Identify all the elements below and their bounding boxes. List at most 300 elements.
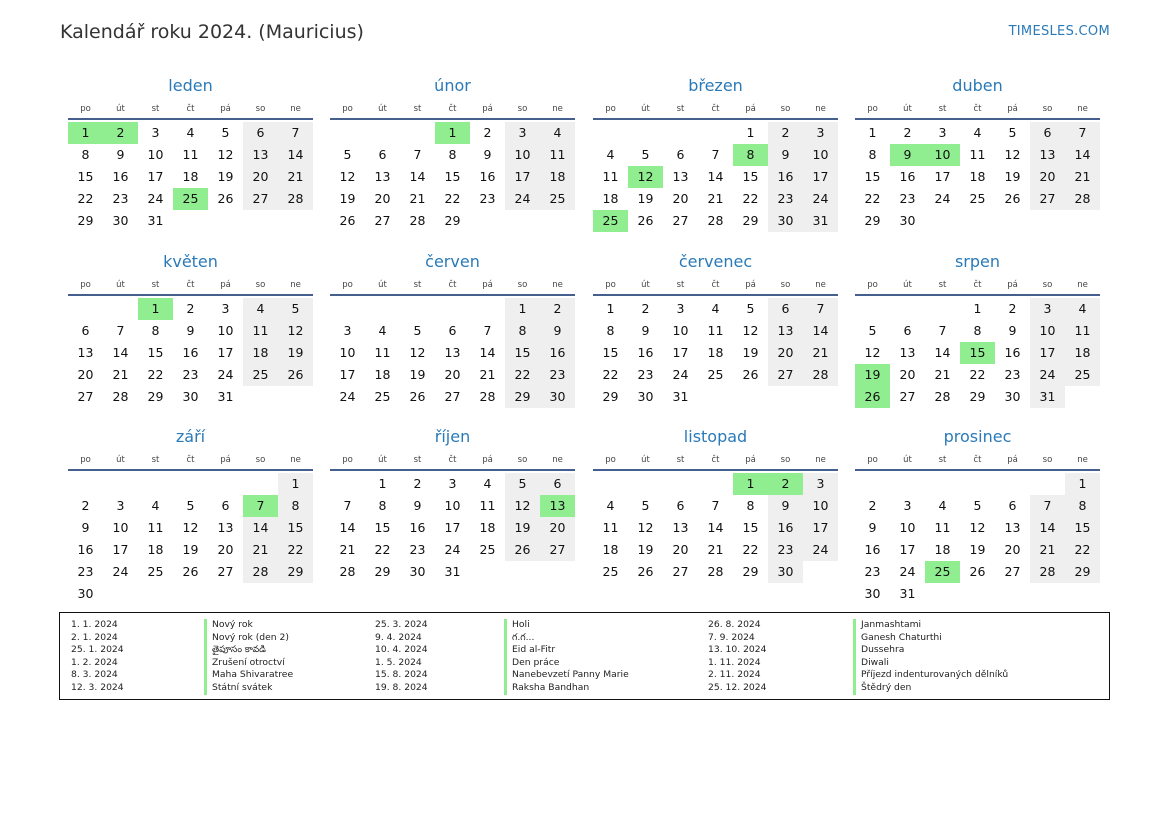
day-cell[interactable]: 11 <box>934 520 951 535</box>
day-cell[interactable]: 22 <box>1065 539 1100 561</box>
day-cell[interactable]: 8 <box>278 495 313 517</box>
day-cell[interactable]: 2 <box>186 301 195 316</box>
day-cell[interactable]: 15 <box>374 520 391 535</box>
day-cell[interactable]: 23 <box>1004 367 1021 382</box>
day-cell[interactable]: 27 <box>768 364 803 386</box>
day-cell[interactable]: 3 <box>448 476 457 491</box>
day-cell[interactable]: 14 <box>707 520 724 535</box>
holiday-day[interactable]: 10 <box>925 144 960 166</box>
day-cell[interactable]: 11 <box>182 147 199 162</box>
day-cell[interactable]: 19 <box>969 542 986 557</box>
day-cell[interactable]: 19 <box>742 345 759 360</box>
day-cell[interactable]: 14 <box>243 517 278 539</box>
day-cell[interactable]: 29 <box>278 561 313 583</box>
day-cell[interactable]: 9 <box>413 498 422 513</box>
day-cell[interactable]: 16 <box>112 169 129 184</box>
day-cell[interactable]: 17 <box>112 542 129 557</box>
day-cell[interactable]: 26 <box>969 564 986 579</box>
day-cell[interactable]: 14 <box>803 320 838 342</box>
day-cell[interactable]: 9 <box>483 147 492 162</box>
day-cell[interactable]: 11 <box>374 345 391 360</box>
day-cell[interactable]: 8 <box>81 147 90 162</box>
day-cell[interactable]: 8 <box>448 147 457 162</box>
day-cell[interactable]: 5 <box>641 147 650 162</box>
day-cell[interactable]: 13 <box>77 345 94 360</box>
day-cell[interactable]: 7 <box>1065 122 1100 144</box>
day-cell[interactable]: 12 <box>864 345 881 360</box>
day-cell[interactable]: 24 <box>803 188 838 210</box>
day-cell[interactable]: 8 <box>1065 495 1100 517</box>
day-cell[interactable]: 26 <box>409 389 426 404</box>
day-cell[interactable]: 22 <box>77 191 94 206</box>
day-cell[interactable]: 12 <box>339 169 356 184</box>
day-cell[interactable]: 21 <box>339 542 356 557</box>
day-cell[interactable]: 24 <box>1030 364 1065 386</box>
day-cell[interactable]: 9 <box>641 323 650 338</box>
day-cell[interactable]: 11 <box>479 498 496 513</box>
day-cell[interactable]: 16 <box>768 166 803 188</box>
day-cell[interactable]: 28 <box>479 389 496 404</box>
day-cell[interactable]: 4 <box>1065 298 1100 320</box>
day-cell[interactable]: 19 <box>182 542 199 557</box>
day-cell[interactable]: 2 <box>903 125 912 140</box>
day-cell[interactable]: 16 <box>899 169 916 184</box>
day-cell[interactable]: 23 <box>637 367 654 382</box>
day-cell[interactable]: 30 <box>540 386 575 408</box>
day-cell[interactable]: 12 <box>217 147 234 162</box>
holiday-day[interactable]: 8 <box>733 144 768 166</box>
day-cell[interactable]: 7 <box>483 323 492 338</box>
day-cell[interactable]: 7 <box>938 323 947 338</box>
day-cell[interactable]: 20 <box>899 367 916 382</box>
day-cell[interactable]: 30 <box>768 561 803 583</box>
holiday-day[interactable]: 19 <box>855 364 890 386</box>
day-cell[interactable]: 5 <box>413 323 422 338</box>
day-cell[interactable]: 6 <box>378 147 387 162</box>
day-cell[interactable]: 6 <box>448 323 457 338</box>
day-cell[interactable]: 14 <box>707 169 724 184</box>
day-cell[interactable]: 21 <box>479 367 496 382</box>
day-cell[interactable]: 21 <box>278 166 313 188</box>
day-cell[interactable]: 21 <box>1030 539 1065 561</box>
day-cell[interactable]: 19 <box>637 542 654 557</box>
day-cell[interactable]: 15 <box>278 517 313 539</box>
day-cell[interactable]: 11 <box>707 323 724 338</box>
day-cell[interactable]: 27 <box>672 213 689 228</box>
holiday-day[interactable]: 25 <box>173 188 208 210</box>
day-cell[interactable]: 3 <box>116 498 125 513</box>
day-cell[interactable]: 30 <box>768 210 803 232</box>
day-cell[interactable]: 6 <box>676 498 685 513</box>
day-cell[interactable]: 16 <box>409 520 426 535</box>
day-cell[interactable]: 22 <box>742 542 759 557</box>
day-cell[interactable]: 10 <box>803 144 838 166</box>
day-cell[interactable]: 25 <box>1065 364 1100 386</box>
day-cell[interactable]: 28 <box>112 389 129 404</box>
day-cell[interactable]: 19 <box>637 191 654 206</box>
holiday-day[interactable]: 1 <box>733 473 768 495</box>
day-cell[interactable]: 13 <box>672 169 689 184</box>
day-cell[interactable]: 28 <box>1065 188 1100 210</box>
day-cell[interactable]: 11 <box>147 520 164 535</box>
day-cell[interactable]: 6 <box>81 323 90 338</box>
day-cell[interactable]: 21 <box>409 191 426 206</box>
day-cell[interactable]: 5 <box>221 125 230 140</box>
day-cell[interactable]: 18 <box>374 367 391 382</box>
day-cell[interactable]: 3 <box>803 122 838 144</box>
day-cell[interactable]: 7 <box>711 498 720 513</box>
day-cell[interactable]: 20 <box>672 542 689 557</box>
site-link[interactable]: TIMESLES.COM <box>1008 24 1110 39</box>
day-cell[interactable]: 7 <box>278 122 313 144</box>
holiday-day[interactable]: 2 <box>103 122 138 144</box>
day-cell[interactable]: 5 <box>746 301 755 316</box>
day-cell[interactable]: 4 <box>186 125 195 140</box>
day-cell[interactable]: 6 <box>540 473 575 495</box>
day-cell[interactable]: 18 <box>602 542 619 557</box>
day-cell[interactable]: 27 <box>1030 188 1065 210</box>
day-cell[interactable]: 9 <box>868 520 877 535</box>
holiday-day[interactable]: 1 <box>138 298 173 320</box>
day-cell[interactable]: 20 <box>1030 166 1065 188</box>
day-cell[interactable]: 26 <box>339 213 356 228</box>
day-cell[interactable]: 16 <box>479 169 496 184</box>
day-cell[interactable]: 13 <box>243 144 278 166</box>
day-cell[interactable]: 17 <box>1030 342 1065 364</box>
day-cell[interactable]: 20 <box>444 367 461 382</box>
day-cell[interactable]: 18 <box>707 345 724 360</box>
day-cell[interactable]: 4 <box>540 122 575 144</box>
day-cell[interactable]: 29 <box>864 213 881 228</box>
day-cell[interactable]: 5 <box>868 323 877 338</box>
day-cell[interactable]: 29 <box>742 564 759 579</box>
holiday-day[interactable]: 12 <box>628 166 663 188</box>
day-cell[interactable]: 23 <box>864 564 881 579</box>
day-cell[interactable]: 16 <box>540 342 575 364</box>
day-cell[interactable]: 31 <box>899 586 916 601</box>
day-cell[interactable]: 22 <box>444 191 461 206</box>
day-cell[interactable]: 16 <box>768 517 803 539</box>
day-cell[interactable]: 11 <box>540 144 575 166</box>
day-cell[interactable]: 24 <box>934 191 951 206</box>
day-cell[interactable]: 5 <box>343 147 352 162</box>
day-cell[interactable]: 24 <box>217 367 234 382</box>
day-cell[interactable]: 19 <box>217 169 234 184</box>
day-cell[interactable]: 27 <box>540 539 575 561</box>
day-cell[interactable]: 3 <box>803 473 838 495</box>
day-cell[interactable]: 1 <box>973 301 982 316</box>
day-cell[interactable]: 23 <box>479 191 496 206</box>
day-cell[interactable]: 4 <box>606 147 615 162</box>
day-cell[interactable]: 17 <box>505 166 540 188</box>
day-cell[interactable]: 13 <box>1030 144 1065 166</box>
day-cell[interactable]: 21 <box>934 367 951 382</box>
holiday-day[interactable]: 13 <box>540 495 575 517</box>
day-cell[interactable]: 6 <box>243 122 278 144</box>
day-cell[interactable]: 12 <box>278 320 313 342</box>
day-cell[interactable]: 20 <box>672 191 689 206</box>
day-cell[interactable]: 29 <box>969 389 986 404</box>
day-cell[interactable]: 5 <box>278 298 313 320</box>
day-cell[interactable]: 25 <box>707 367 724 382</box>
day-cell[interactable]: 26 <box>1004 191 1021 206</box>
day-cell[interactable]: 10 <box>112 520 129 535</box>
day-cell[interactable]: 31 <box>1030 386 1065 408</box>
day-cell[interactable]: 13 <box>374 169 391 184</box>
day-cell[interactable]: 13 <box>217 520 234 535</box>
day-cell[interactable]: 11 <box>602 520 619 535</box>
day-cell[interactable]: 23 <box>77 564 94 579</box>
day-cell[interactable]: 30 <box>864 586 881 601</box>
day-cell[interactable]: 2 <box>768 122 803 144</box>
day-cell[interactable]: 6 <box>1008 498 1017 513</box>
day-cell[interactable]: 29 <box>742 213 759 228</box>
day-cell[interactable]: 17 <box>147 169 164 184</box>
day-cell[interactable]: 7 <box>711 147 720 162</box>
day-cell[interactable]: 13 <box>768 320 803 342</box>
day-cell[interactable]: 28 <box>707 564 724 579</box>
day-cell[interactable]: 3 <box>343 323 352 338</box>
day-cell[interactable]: 24 <box>505 188 540 210</box>
day-cell[interactable]: 14 <box>278 144 313 166</box>
day-cell[interactable]: 18 <box>182 169 199 184</box>
day-cell[interactable]: 10 <box>147 147 164 162</box>
day-cell[interactable]: 26 <box>278 364 313 386</box>
day-cell[interactable]: 3 <box>676 301 685 316</box>
day-cell[interactable]: 12 <box>1004 147 1021 162</box>
day-cell[interactable]: 24 <box>444 542 461 557</box>
day-cell[interactable]: 16 <box>864 542 881 557</box>
day-cell[interactable]: 14 <box>934 345 951 360</box>
holiday-day[interactable]: 9 <box>890 144 925 166</box>
day-cell[interactable]: 25 <box>374 389 391 404</box>
day-cell[interactable]: 1 <box>868 125 877 140</box>
day-cell[interactable]: 27 <box>672 564 689 579</box>
day-cell[interactable]: 8 <box>505 320 540 342</box>
day-cell[interactable]: 29 <box>147 389 164 404</box>
day-cell[interactable]: 30 <box>899 213 916 228</box>
day-cell[interactable]: 2 <box>641 301 650 316</box>
day-cell[interactable]: 8 <box>973 323 982 338</box>
day-cell[interactable]: 16 <box>182 345 199 360</box>
day-cell[interactable]: 28 <box>803 364 838 386</box>
day-cell[interactable]: 2 <box>540 298 575 320</box>
day-cell[interactable]: 14 <box>112 345 129 360</box>
day-cell[interactable]: 10 <box>1030 320 1065 342</box>
day-cell[interactable]: 10 <box>899 520 916 535</box>
day-cell[interactable]: 18 <box>969 169 986 184</box>
day-cell[interactable]: 11 <box>1065 320 1100 342</box>
day-cell[interactable]: 1 <box>1065 473 1100 495</box>
day-cell[interactable]: 10 <box>672 323 689 338</box>
day-cell[interactable]: 15 <box>742 169 759 184</box>
day-cell[interactable]: 15 <box>602 345 619 360</box>
day-cell[interactable]: 25 <box>479 542 496 557</box>
day-cell[interactable]: 16 <box>1004 345 1021 360</box>
day-cell[interactable]: 14 <box>1030 517 1065 539</box>
day-cell[interactable]: 20 <box>243 166 278 188</box>
day-cell[interactable]: 14 <box>339 520 356 535</box>
day-cell[interactable]: 17 <box>899 542 916 557</box>
day-cell[interactable]: 25 <box>147 564 164 579</box>
day-cell[interactable]: 5 <box>641 498 650 513</box>
day-cell[interactable]: 4 <box>151 498 160 513</box>
day-cell[interactable]: 12 <box>637 520 654 535</box>
day-cell[interactable]: 14 <box>409 169 426 184</box>
day-cell[interactable]: 27 <box>77 389 94 404</box>
day-cell[interactable]: 31 <box>803 210 838 232</box>
day-cell[interactable]: 12 <box>969 520 986 535</box>
day-cell[interactable]: 31 <box>444 564 461 579</box>
day-cell[interactable]: 24 <box>112 564 129 579</box>
day-cell[interactable]: 2 <box>868 498 877 513</box>
day-cell[interactable]: 27 <box>217 564 234 579</box>
day-cell[interactable]: 24 <box>899 564 916 579</box>
day-cell[interactable]: 18 <box>1065 342 1100 364</box>
day-cell[interactable]: 9 <box>186 323 195 338</box>
day-cell[interactable]: 22 <box>864 191 881 206</box>
day-cell[interactable]: 13 <box>444 345 461 360</box>
day-cell[interactable]: 30 <box>409 564 426 579</box>
day-cell[interactable]: 1 <box>278 473 313 495</box>
day-cell[interactable]: 8 <box>151 323 160 338</box>
day-cell[interactable]: 18 <box>934 542 951 557</box>
day-cell[interactable]: 3 <box>151 125 160 140</box>
day-cell[interactable]: 29 <box>444 213 461 228</box>
day-cell[interactable]: 31 <box>672 389 689 404</box>
day-cell[interactable]: 9 <box>1008 323 1017 338</box>
day-cell[interactable]: 12 <box>182 520 199 535</box>
day-cell[interactable]: 26 <box>505 539 540 561</box>
day-cell[interactable]: 28 <box>339 564 356 579</box>
day-cell[interactable]: 1 <box>746 125 755 140</box>
day-cell[interactable]: 26 <box>637 213 654 228</box>
day-cell[interactable]: 9 <box>81 520 90 535</box>
day-cell[interactable]: 7 <box>413 147 422 162</box>
day-cell[interactable]: 23 <box>768 188 803 210</box>
day-cell[interactable]: 27 <box>1004 564 1021 579</box>
day-cell[interactable]: 4 <box>938 498 947 513</box>
day-cell[interactable]: 7 <box>343 498 352 513</box>
day-cell[interactable]: 3 <box>1030 298 1065 320</box>
day-cell[interactable]: 27 <box>899 389 916 404</box>
day-cell[interactable]: 2 <box>1008 301 1017 316</box>
day-cell[interactable]: 29 <box>1065 561 1100 583</box>
day-cell[interactable]: 21 <box>707 191 724 206</box>
day-cell[interactable]: 20 <box>1004 542 1021 557</box>
day-cell[interactable]: 1 <box>505 298 540 320</box>
day-cell[interactable]: 6 <box>768 298 803 320</box>
day-cell[interactable]: 10 <box>339 345 356 360</box>
day-cell[interactable]: 4 <box>606 498 615 513</box>
day-cell[interactable]: 28 <box>278 188 313 210</box>
day-cell[interactable]: 8 <box>606 323 615 338</box>
holiday-day[interactable]: 1 <box>68 122 103 144</box>
day-cell[interactable]: 19 <box>1004 169 1021 184</box>
holiday-day[interactable]: 25 <box>925 561 960 583</box>
day-cell[interactable]: 7 <box>1030 495 1065 517</box>
day-cell[interactable]: 15 <box>147 345 164 360</box>
day-cell[interactable]: 30 <box>637 389 654 404</box>
day-cell[interactable]: 22 <box>602 367 619 382</box>
day-cell[interactable]: 23 <box>182 367 199 382</box>
day-cell[interactable]: 22 <box>969 367 986 382</box>
holiday-day[interactable]: 25 <box>593 210 628 232</box>
day-cell[interactable]: 16 <box>637 345 654 360</box>
day-cell[interactable]: 30 <box>182 389 199 404</box>
day-cell[interactable]: 19 <box>278 342 313 364</box>
day-cell[interactable]: 25 <box>540 188 575 210</box>
day-cell[interactable]: 21 <box>1065 166 1100 188</box>
day-cell[interactable]: 15 <box>505 342 540 364</box>
holiday-day[interactable]: 7 <box>243 495 278 517</box>
day-cell[interactable]: 2 <box>483 125 492 140</box>
day-cell[interactable]: 25 <box>602 564 619 579</box>
day-cell[interactable]: 3 <box>938 125 947 140</box>
day-cell[interactable]: 24 <box>672 367 689 382</box>
day-cell[interactable]: 30 <box>1004 389 1021 404</box>
day-cell[interactable]: 20 <box>540 517 575 539</box>
day-cell[interactable]: 28 <box>934 389 951 404</box>
day-cell[interactable]: 23 <box>768 539 803 561</box>
day-cell[interactable]: 13 <box>672 520 689 535</box>
day-cell[interactable]: 15 <box>1065 517 1100 539</box>
day-cell[interactable]: 8 <box>746 498 755 513</box>
day-cell[interactable]: 14 <box>1065 144 1100 166</box>
day-cell[interactable]: 17 <box>339 367 356 382</box>
day-cell[interactable]: 15 <box>444 169 461 184</box>
day-cell[interactable]: 26 <box>217 191 234 206</box>
day-cell[interactable]: 26 <box>637 564 654 579</box>
day-cell[interactable]: 26 <box>182 564 199 579</box>
day-cell[interactable]: 12 <box>742 323 759 338</box>
day-cell[interactable]: 27 <box>243 188 278 210</box>
day-cell[interactable]: 4 <box>711 301 720 316</box>
day-cell[interactable]: 4 <box>243 298 278 320</box>
day-cell[interactable]: 5 <box>973 498 982 513</box>
day-cell[interactable]: 10 <box>803 495 838 517</box>
day-cell[interactable]: 20 <box>768 342 803 364</box>
day-cell[interactable]: 30 <box>112 213 129 228</box>
day-cell[interactable]: 7 <box>116 323 125 338</box>
day-cell[interactable]: 30 <box>77 586 94 601</box>
day-cell[interactable]: 19 <box>505 517 540 539</box>
day-cell[interactable]: 1 <box>606 301 615 316</box>
day-cell[interactable]: 9 <box>768 144 803 166</box>
day-cell[interactable]: 13 <box>899 345 916 360</box>
day-cell[interactable]: 6 <box>676 147 685 162</box>
day-cell[interactable]: 17 <box>934 169 951 184</box>
day-cell[interactable]: 5 <box>186 498 195 513</box>
holiday-day[interactable]: 2 <box>768 473 803 495</box>
holiday-day[interactable]: 15 <box>960 342 995 364</box>
day-cell[interactable]: 22 <box>374 542 391 557</box>
day-cell[interactable]: 10 <box>505 144 540 166</box>
day-cell[interactable]: 17 <box>672 345 689 360</box>
day-cell[interactable]: 29 <box>602 389 619 404</box>
day-cell[interactable]: 25 <box>243 364 278 386</box>
day-cell[interactable]: 5 <box>505 473 540 495</box>
day-cell[interactable]: 15 <box>77 169 94 184</box>
day-cell[interactable]: 18 <box>540 166 575 188</box>
holiday-day[interactable]: 1 <box>435 122 470 144</box>
day-cell[interactable]: 22 <box>278 539 313 561</box>
day-cell[interactable]: 2 <box>413 476 422 491</box>
day-cell[interactable]: 22 <box>147 367 164 382</box>
day-cell[interactable]: 12 <box>505 495 540 517</box>
day-cell[interactable]: 5 <box>1008 125 1017 140</box>
day-cell[interactable]: 10 <box>217 323 234 338</box>
